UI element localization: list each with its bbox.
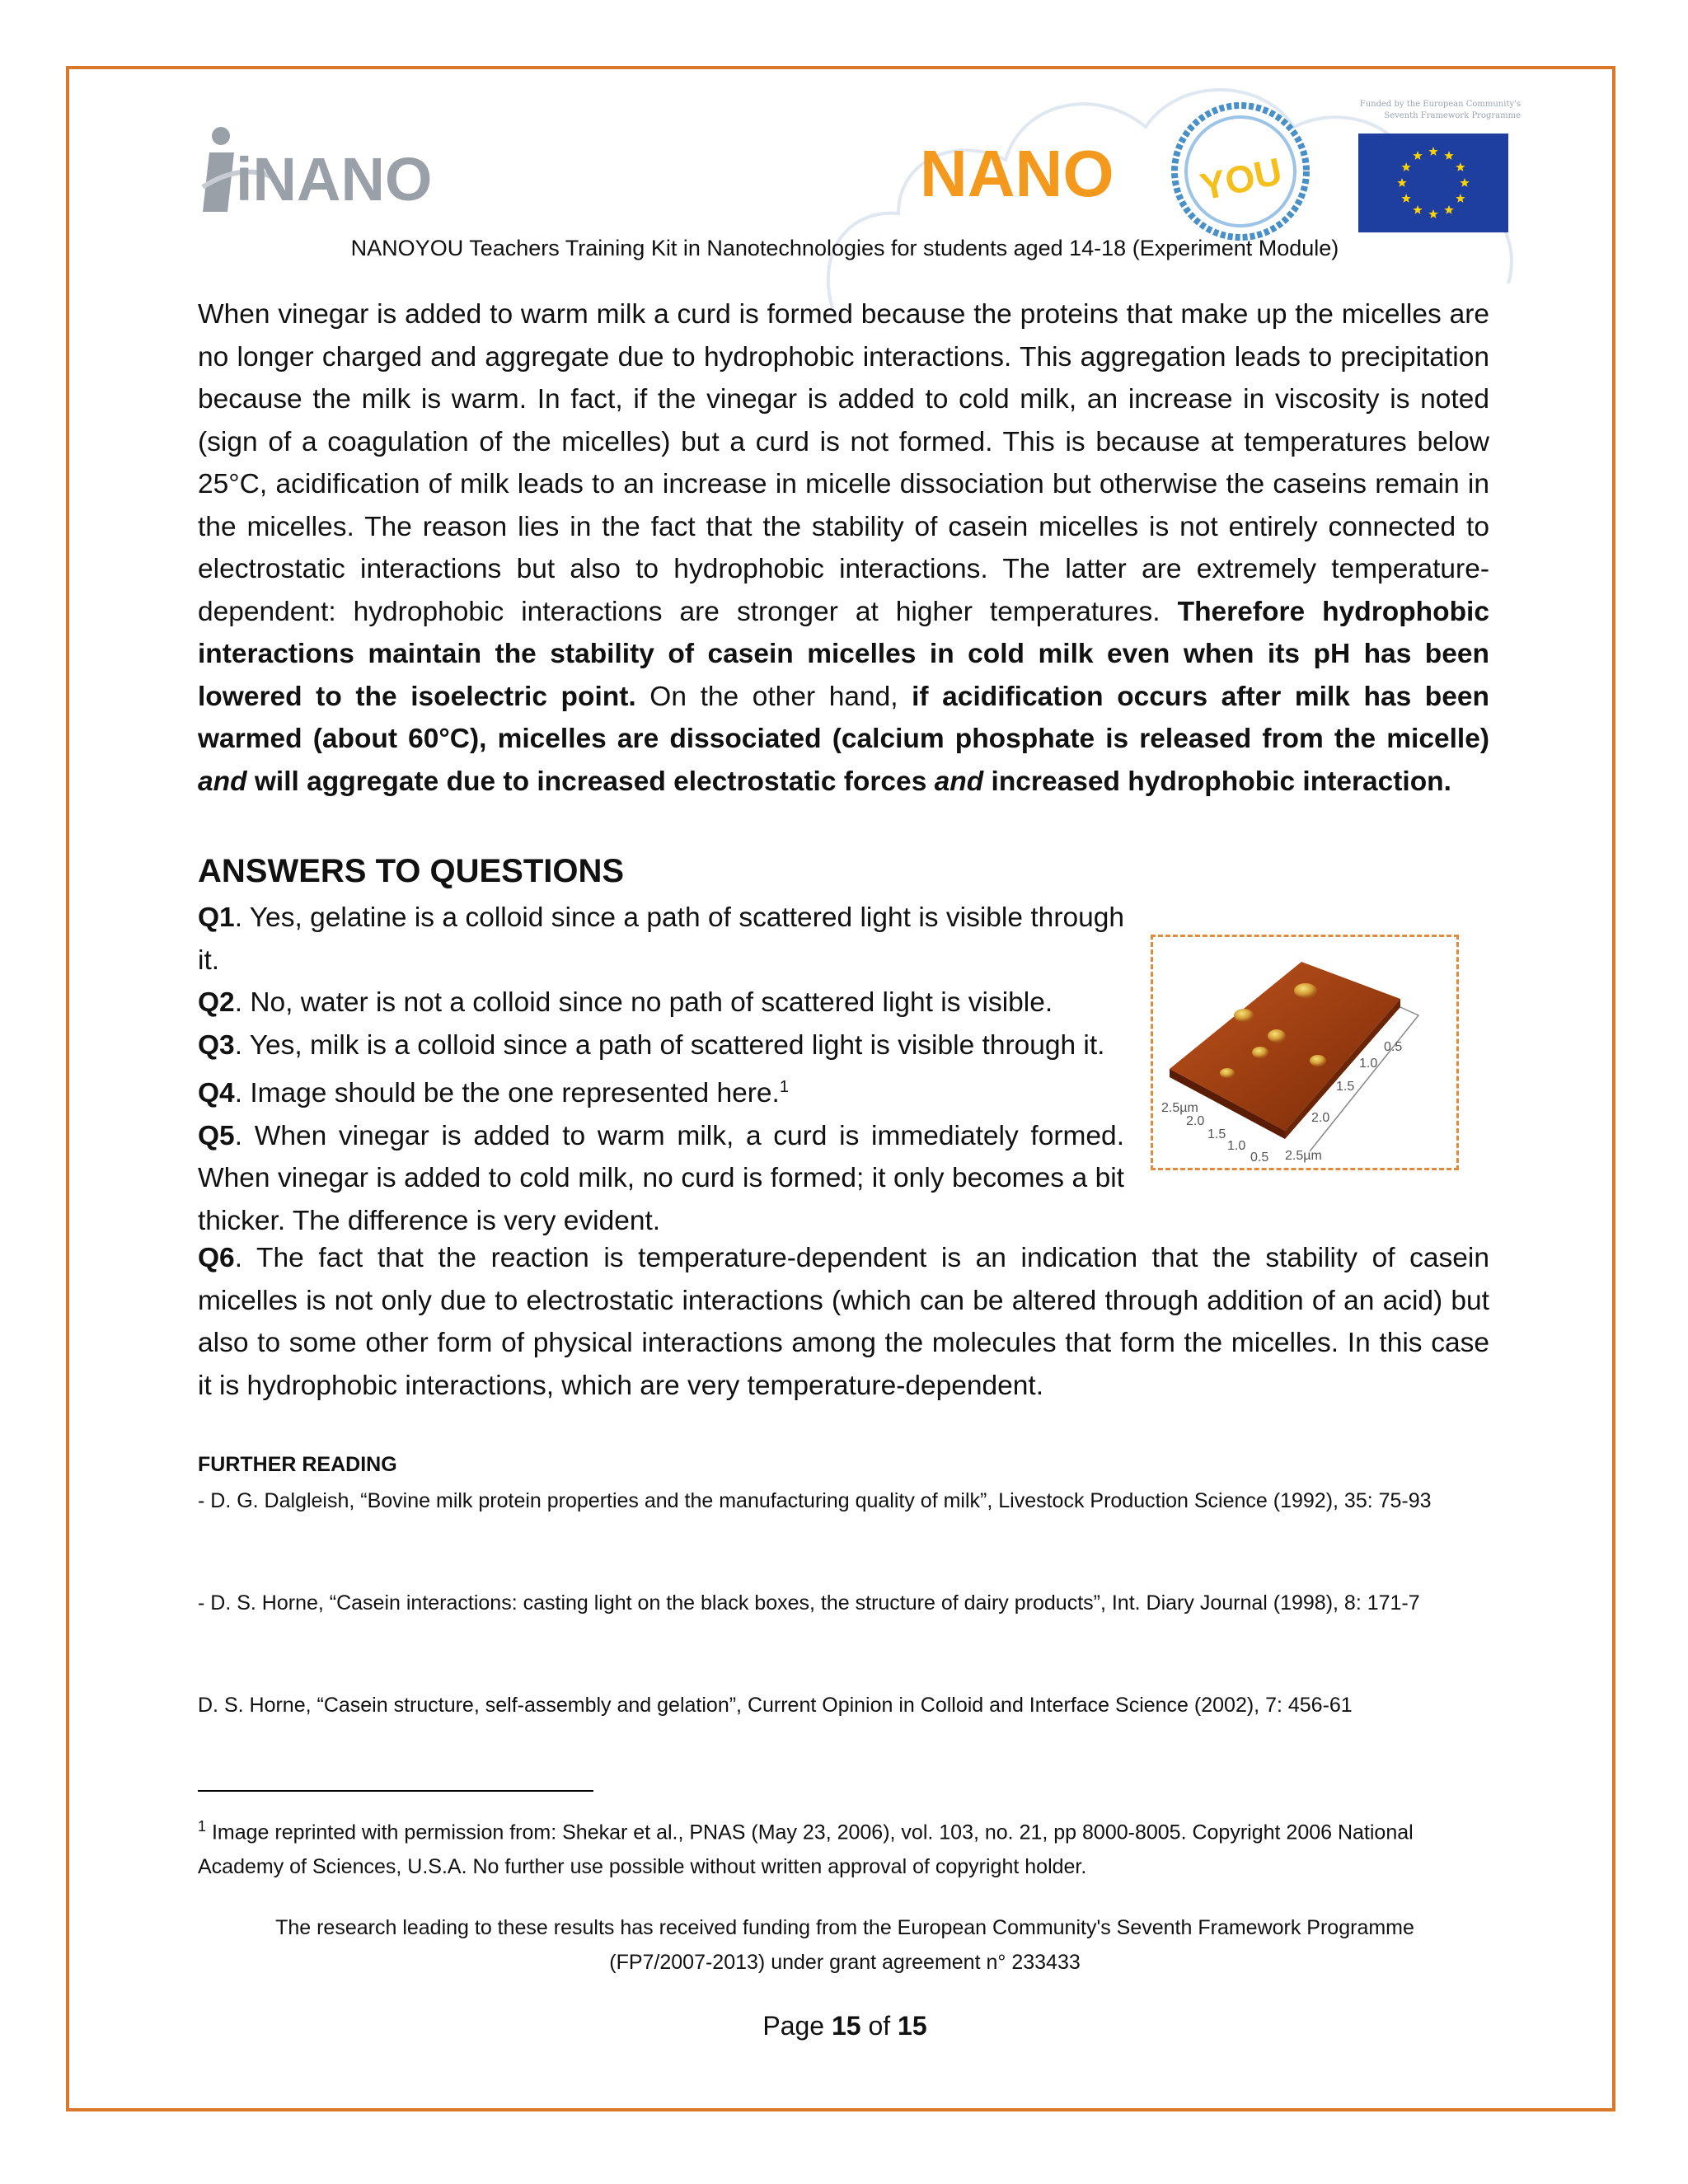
footnote-text: Image reprinted with permission from: Shekar et al., PNAS (May 23, 2006), vol. 103, no. 21, pp 8000-8005. Copyright 2006 National Academy of Sciences, U.S.A. No further use possible without written approval of copyright holder. (198, 1821, 1414, 1879)
q3-label: Q3 (198, 1029, 235, 1061)
page-number (198, 2008, 1492, 2043)
answer-q2 (198, 982, 1124, 1024)
q2-label: Q2 (198, 987, 235, 1018)
axis-right-label-2: 1.0 (1359, 1057, 1378, 1071)
nanoyou-logo (915, 97, 1311, 246)
answer-q1 (198, 897, 1124, 982)
answers-heading: ANSWERS TO QUESTIONS (198, 853, 625, 889)
reference-2: - D. S. Horne, “Casein interactions: casting light on the black boxes, the structure of dairy products”, Int. Diary Journal (1998), 8: 171-7 (198, 1591, 1420, 1615)
footnote (198, 1809, 1489, 1884)
funding-line-1: The research leading to these results has received funding from the European Community's Seventh Framework Programme (275, 1916, 1414, 1939)
q4-text: . Image should be the one represented here. (234, 1078, 780, 1109)
intro-bold-italic-1: and (198, 766, 247, 797)
q3-text: . Yes, milk is a colloid since a path of scattered light is visible through it. (234, 1029, 1105, 1061)
q4-footnote-mark[interactable]: 1 (779, 1078, 789, 1096)
q5-label: Q5 (198, 1120, 235, 1151)
eu-funding-caption (1331, 99, 1521, 122)
intro-bold-3: will aggregate due to increased electrostatic forces (246, 766, 935, 797)
q2-text: . No, water is not a colloid since no path of scattered light is visible. (234, 987, 1053, 1018)
intro-bold-2: if acidification occurs after milk has been warmed (about 60°C), micelles are dissociated (calcium phosphate is released from the micelle) (198, 681, 1489, 754)
intro-text-1: When vinegar is added to warm milk a curd is formed because the proteins that make up the micelles are no longer charged and aggregate due to hydrophobic interactions. This aggregation leads to precipitation because the milk is warm. In fact, if the vinegar is added to cold milk, an increase in viscosity is noted (sign of a coagulation of the micelles) but a curd is not formed. This is because at temperatures below 25°C, acidification of milk leads to an increase in micelle dissociation but otherwise the caseins remain in the micelles. The reason lies in the fact that the stability of casein micelles is not entirely connected to electrostatic interactions but also to hydrophobic interactions. The latter are extremely temperature-dependent: hydrophobic interactions are stronger at higher temperatures. (198, 299, 1489, 627)
q5-text: . When vinegar is added to warm milk, a curd is immediately formed. When vinegar is added to cold milk, no curd is formed; it only becomes a bit thicker. The difference is very evident. (198, 1120, 1124, 1236)
inano-logo (198, 120, 470, 223)
axis-left-label-1: 2.5µm (1161, 1101, 1198, 1115)
intro-bold-4: increased hydrophobic interaction. (983, 766, 1451, 797)
afm-image-figure (1151, 935, 1459, 1170)
axis-right-label-1: 0.5 (1384, 1040, 1403, 1054)
you-logo-text: YOU (1196, 149, 1286, 209)
page-total: 15 (898, 2011, 927, 2041)
answer-q4 (198, 1066, 1124, 1115)
running-header: NANOYOU Teachers Training Kit in Nanotechnologies for students aged 14-18 (Experiment Module) (350, 236, 1339, 260)
afm-surface-image (1153, 937, 1456, 1168)
answer-q3 (198, 1024, 1124, 1067)
axis-right-label-3: 1.5 (1336, 1080, 1355, 1094)
intro-bold-italic-2: and (934, 766, 984, 797)
intro-bold-1: Therefore hydrophobic interactions maintain the stability of casein micelles in cold milk even when its pH has been lowered to the isoelectric point. (198, 596, 1489, 712)
eu-caption-line2: Seventh Framework Programme (1384, 111, 1521, 120)
footnote-mark: 1 (198, 1818, 207, 1835)
footnote-divider (198, 1790, 593, 1792)
q6-label: Q6 (198, 1243, 235, 1273)
further-reading-title: FURTHER READING (198, 1453, 397, 1476)
nano-logo-text: NANO (920, 137, 1114, 210)
funding-statement (198, 1910, 1492, 1980)
axis-left-label-4: 1.0 (1227, 1139, 1246, 1153)
answer-q5 (198, 1115, 1124, 1243)
eu-flag-icon (1358, 134, 1508, 232)
reference-1: - D. G. Dalgleish, “Bovine milk protein properties and the manufacturing quality of milk”, Livestock Production Science (1992), 35: 75-93 (198, 1489, 1432, 1512)
page-of: of (860, 2011, 898, 2041)
axis-left-label-2: 2.0 (1186, 1114, 1205, 1128)
inano-logo-text: iNANO (236, 145, 433, 213)
eu-caption-line1: Funded by the European Community's (1359, 100, 1521, 109)
funding-line-2: (FP7/2007-2013) under grant agreement n° 233433 (609, 1951, 1081, 1974)
axis-left-label-5: 0.5 (1250, 1151, 1269, 1165)
q1-text: . Yes, gelatine is a colloid since a path of scattered light is visible through it. (198, 902, 1124, 976)
axis-left-label-3: 1.5 (1207, 1127, 1226, 1141)
q6-text: . The fact that the reaction is temperature-dependent is an indication that the stability of casein micelles is not only due to electrostatic interactions (which can be altered through addition of an acid) but also to some other form of physical interactions among the molecules that form the micelles. In this case it is hydrophobic interactions, which are very temperature-dependent. (198, 1243, 1489, 1401)
axis-right-label-5: 2.5µm (1285, 1149, 1322, 1163)
axis-right-label-4: 2.0 (1311, 1111, 1330, 1125)
answer-q6 (198, 1237, 1489, 1407)
page-word: Page (762, 2011, 832, 2041)
answers-narrow-column (198, 897, 1124, 1242)
reference-3: D. S. Horne, “Casein structure, self-assembly and gelation”, Current Opinion in Colloid and Interface Science (2002), 7: 456-61 (198, 1694, 1353, 1717)
intro-text-2: On the other hand, (635, 681, 912, 712)
q4-label: Q4 (198, 1078, 235, 1109)
intro-paragraph (198, 293, 1489, 803)
q1-label: Q1 (198, 902, 235, 933)
page-current: 15 (831, 2011, 861, 2041)
